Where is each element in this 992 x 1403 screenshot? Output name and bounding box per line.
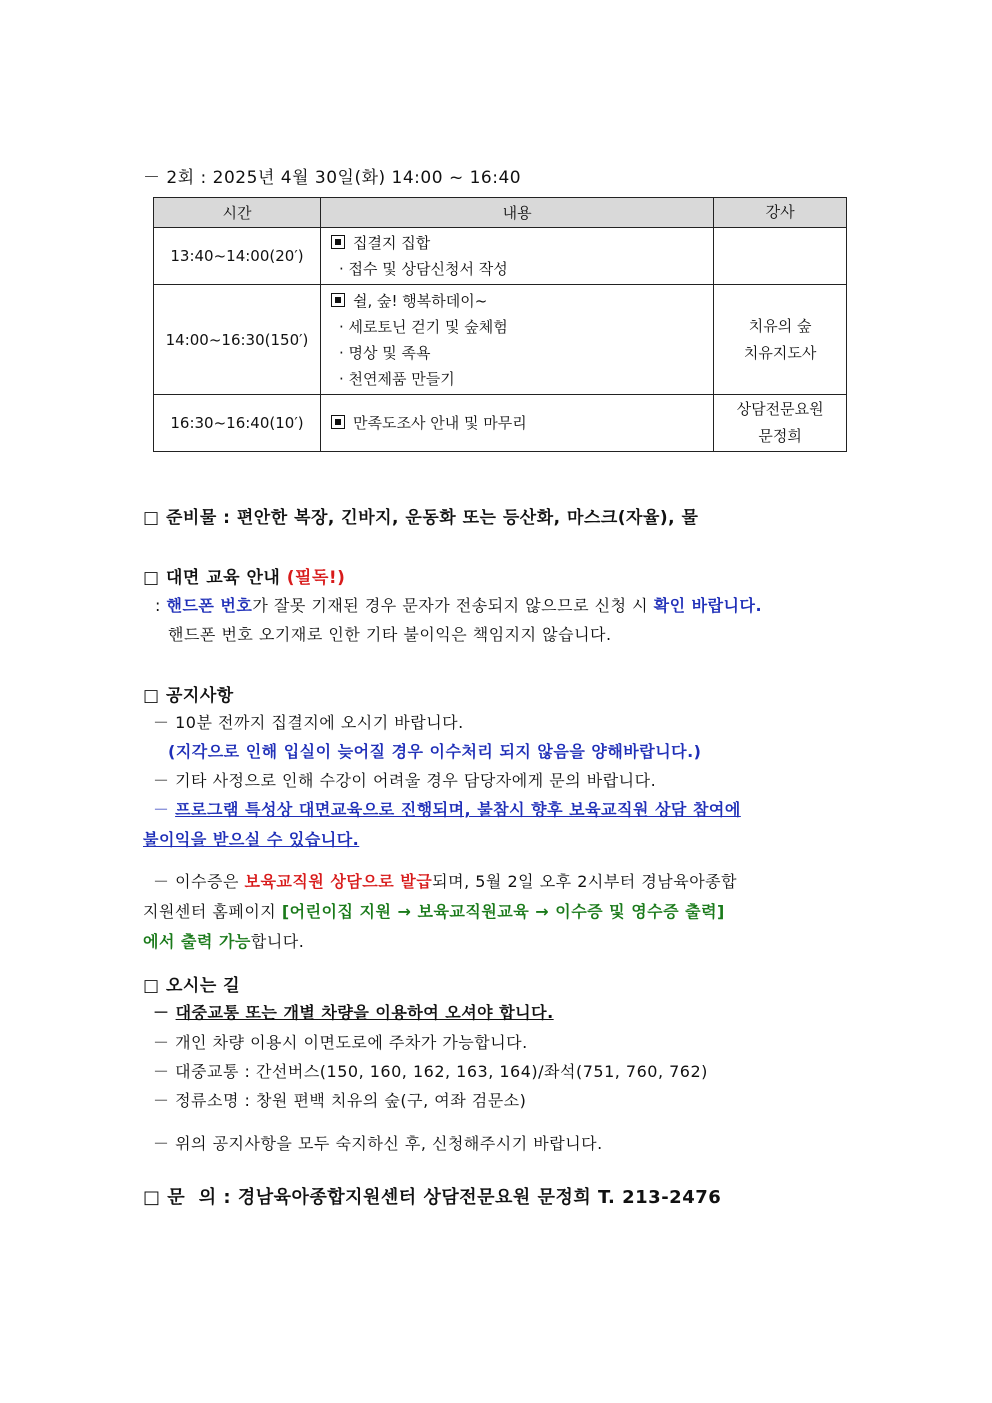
checked-box-icon	[331, 415, 345, 429]
row-time: 16:30~16:40(10′)	[154, 395, 321, 452]
row-sub-item: · 천연제품 만들기	[338, 369, 455, 388]
checked-box-icon	[331, 235, 345, 249]
row-time: 14:00~16:30(150′)	[154, 285, 321, 395]
notice-line-6: 지원센터 홈페이지 [어린이집 지원 → 보육교직원교육 → 이수증 및 영수증 출력]	[143, 902, 725, 921]
notice-line-7: 에서 출력 가능합니다.	[143, 932, 305, 951]
row-content	[320, 228, 713, 285]
must-read-tag: (필독!)	[286, 568, 346, 588]
table-row	[154, 228, 847, 285]
table-header-row	[154, 198, 847, 228]
notice-line-2: (지각으로 인해 입실이 늦어질 경우 이수처리 되지 않음을 양해바랍니다.)	[168, 742, 702, 761]
header-content: 내용	[320, 198, 713, 228]
row-time: 13:40~14:00(20′)	[154, 228, 321, 285]
session-header: － 2회 : 2025년 4월 30일(화) 14:00 ~ 16:40	[143, 168, 522, 188]
directions-line-4: － 정류소명 : 창원 편백 치유의 숲(구, 여좌 검문소)	[153, 1091, 527, 1110]
row-instructor	[714, 228, 847, 285]
checked-box-icon	[331, 293, 345, 307]
f2f-line-2: 핸드폰 번호 오기재로 인한 기타 불이익은 책임지지 않습니다.	[168, 625, 612, 644]
notice-line-4b: 불이익을 받으실 수 있습니다.	[143, 830, 360, 849]
directions-line-3: － 대중교통 : 간선버스(150, 160, 162, 163, 164)/좌석(751, 760, 762)	[153, 1062, 708, 1081]
schedule-table	[153, 197, 847, 452]
notice-line-3: － 기타 사정으로 인해 수강이 어려울 경우 담당자에게 문의 바랍니다.	[153, 771, 657, 790]
row-title: 만족도조사 안내 및 마무리	[352, 414, 527, 432]
directions-line-1: － 대중교통 또는 개별 차량을 이용하여 오셔야 합니다.	[153, 1003, 554, 1022]
notice-line-1: － 10분 전까지 집결지에 오시기 바랍니다.	[153, 713, 464, 732]
row-sub-item: · 명상 및 족욕	[338, 343, 431, 362]
directions-line-5: － 위의 공지사항을 모두 숙지하신 후, 신청해주시기 바랍니다.	[153, 1134, 603, 1153]
notice-line-4: － 프로그램 특성상 대면교육으로 진행되며, 불참시 향후 보육교직원 상담 참여에	[153, 800, 741, 819]
prep-line: □ 준비물 : 편안한 복장, 긴바지, 운동화 또는 등산화, 마스크(자율), 물	[143, 508, 699, 528]
row-title: 쉴, 숲! 행복하데이~	[352, 291, 488, 310]
table-row	[154, 395, 847, 452]
directions-title: □ 오시는 길	[143, 976, 241, 996]
f2f-title: □ 대면 교육 안내 (필독!)	[143, 568, 346, 588]
row-content	[320, 285, 713, 395]
header-time: 시간	[154, 198, 321, 228]
header-instructor: 강사	[714, 198, 847, 228]
f2f-line-1: : 핸드폰 번호가 잘못 기재된 경우 문자가 전송되지 않으므로 신청 시 확인 바랍니다.	[155, 596, 763, 615]
row-content	[320, 395, 713, 452]
row-sub-item: · 접수 및 상담신청서 작성	[338, 260, 508, 278]
notice-title: □ 공지사항	[143, 686, 234, 706]
table-row	[154, 285, 847, 395]
row-title: 집결지 집합	[352, 234, 431, 252]
directions-line-2: － 개인 차량 이용시 이면도로에 주차가 가능합니다.	[153, 1033, 528, 1052]
contact-line: □ 문 의 : 경남육아종합지원센터 상담전문요원 문정희 T. 213-2476	[143, 1187, 722, 1208]
row-sub-item: · 세로토닌 걷기 및 숲체험	[338, 317, 508, 336]
row-instructor: 상담전문요원 문정희	[714, 395, 847, 452]
notice-line-5: － 이수증은 보육교직원 상담으로 발급되며, 5월 2일 오후 2시부터 경남육아종합	[153, 872, 738, 891]
row-instructor: 치유의 숲 치유지도사	[714, 285, 847, 395]
